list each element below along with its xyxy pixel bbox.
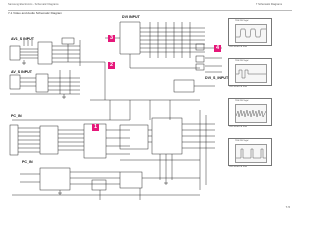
label-pc-in: PC_IN bbox=[11, 114, 22, 118]
panel-caption: CH1 500mV M 10us bbox=[229, 166, 248, 168]
oscilloscope-screen bbox=[235, 144, 267, 163]
label-dvi-input: DVI INPUT bbox=[122, 15, 140, 19]
waveform-trace bbox=[236, 65, 266, 82]
waveform-trace bbox=[236, 145, 266, 162]
panel-title: TDS 220 Trig'd bbox=[235, 60, 249, 62]
page-number: 7-5 bbox=[285, 205, 290, 209]
panel-caption: CH1 500mV M 10us bbox=[229, 126, 248, 128]
waveform-panel-2 bbox=[228, 58, 272, 86]
header-left: Samsung Electronics - Schematic Diagrams bbox=[8, 3, 59, 6]
panel-title: TDS 220 Trig'd bbox=[235, 100, 249, 102]
main-ic bbox=[152, 118, 182, 154]
connector-block-mid bbox=[10, 75, 20, 89]
panel-caption: CH1 500mV M 10us bbox=[229, 86, 248, 88]
oscilloscope-screen bbox=[235, 24, 267, 43]
pc-in-connector bbox=[10, 125, 18, 155]
panel-title: TDS 220 Trig'd bbox=[235, 140, 249, 142]
oscilloscope-screen bbox=[235, 104, 267, 123]
waveform-trace bbox=[236, 105, 266, 122]
marker-1: 1 bbox=[93, 124, 98, 130]
waveform-panel-3 bbox=[228, 98, 272, 126]
waveform-trace bbox=[236, 25, 266, 42]
waveform-panel-4 bbox=[228, 138, 272, 166]
label-av-input: AV_S INPUT bbox=[11, 70, 32, 74]
page-title: 7-1 Video and Audio Schematic Diagram bbox=[8, 11, 62, 15]
oscilloscope-screen bbox=[235, 64, 267, 83]
label-dvi-s-input: DVI_S_INPUT bbox=[205, 76, 229, 80]
ic-block-top bbox=[38, 42, 52, 64]
marker-2: 2 bbox=[109, 62, 114, 68]
panel-title: TDS 220 Trig'd bbox=[235, 20, 249, 22]
marker-3: 3 bbox=[109, 35, 114, 41]
marker-4: 4 bbox=[215, 45, 220, 51]
waveform-panel-1 bbox=[228, 18, 272, 46]
label-av1-input: AV1_S INPUT bbox=[11, 37, 34, 41]
panel-caption: CH1 500mV M 10us bbox=[229, 46, 248, 48]
header-right: 7 Schematic Diagrams bbox=[255, 3, 282, 6]
connector-block-top bbox=[10, 46, 20, 60]
label-pc-in-lower: PC_IN bbox=[22, 160, 33, 164]
